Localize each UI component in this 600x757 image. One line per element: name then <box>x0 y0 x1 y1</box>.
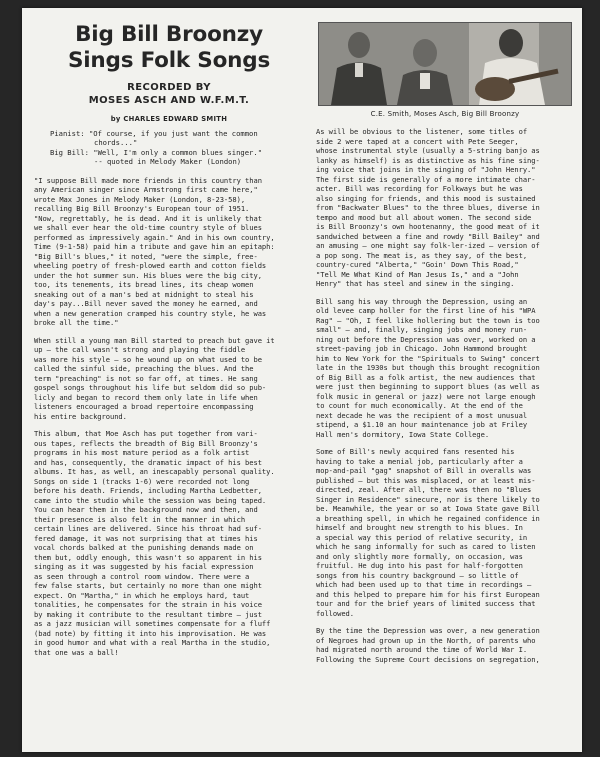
epigraph-line-3: Big Bill: "Well, I'm only a common blues singer." <box>50 147 263 157</box>
epigraph <box>34 129 304 167</box>
author-byline: by CHARLES EDWARD SMITH <box>110 115 228 123</box>
paragraph: As will be obvious to the listener, some titles of side 2 were taped at a concert with Pete Seeger, whose instrumental style (usually a 5-string banjo as lanky as himself) is as distinctive as his fine sing- ing voice that joins in the singing of "John Henry." The first side is generally of a more intimate char- acter. Bill was recording for Folkways but he was also singing for friends, and this mood is sustained from "Backwater Blues" to the three blues, diverse in tempo and mood but all about women. The second side is Bill Broonzy's own hootenanny, the good meat of it sandwiched between a fine and rowdy "Bill Bailey" and an amusing — one might say folk-ler-ized — version of a pop song. The meat is, as they say, of the best, country-cured "Alberta," "Goin' Down This Road," "Tell Me What Kind of Man Jesus Is," and a "John Henry" that has steel and sinew in the singing. <box>316 127 540 288</box>
paragraph: Some of Bill's newly acquired fans resented his having to take a menial job, particularly after a mop-and-pail "gag" snapshot of Bill in overalls was published — but this was misplaced, or at least mis- directed, zeal. After all, there was then no "Blues Singer in Residence" sinecure, nor is there likely to be. Meanwhile, the year or so at Iowa State gave Bill a breathing spell, in which he regained confidence in himself and brought new strength to his blues. In a special way this period of relative security, in which he sang informally for such as cared to listen and only slightly more formally, on occasion, was fruitful. He dug into his past for half-forgotten songs from his country background — so little of which had been used up to that time in recordings — and this helped to prepare him for his first European tour and for the brief years of limited success that followed. <box>316 447 540 618</box>
epigraph-line-1: Pianist: "Of course, if you just want the common <box>50 129 258 138</box>
epigraph-line-4: -- quoted in Melody Maker (London) <box>94 157 242 167</box>
liner-notes-page <box>22 8 582 752</box>
recorded-line-2: MOSES ASCH AND W.F.M.T. <box>88 94 250 106</box>
right-column <box>316 22 574 664</box>
epigraph-line-2: chords..." <box>94 138 138 148</box>
paragraph: By the time the Depression was over, a new generation of Negroes had grown up in the North, of parents who had migrated north around the time of World War I. Following the Supreme Court decisions on segregation, <box>316 626 540 664</box>
recorded-by <box>34 82 304 107</box>
photo-caption: C.E. Smith, Moses Asch, Big Bill Broonzy <box>370 110 520 118</box>
recorded-line-1: RECORDED BY <box>127 82 211 93</box>
title-line-1: Big Bill Broonzy <box>75 22 263 47</box>
paragraph: When still a young man Bill started to preach but gave it up — the call wasn't strong and playing the fiddle was more his style — so he wound up on what used to be called the sinful side, preaching the blues. And the term "preaching" is not so far off, at times. He sang gospel songs throughout his life but seldom did so pub- licly and began to record them only late in life when listeners encouraged a broad repertoire encompassing his entire background. <box>34 335 275 421</box>
left-column <box>34 22 304 657</box>
paragraph: "I suppose Bill made more friends in this country than any American singer since Armstrong first came here," wrote Max Jones in Melody Maker (London, 8-23-58), recalling Big Bill Broonzy's European tour of 1951. "Now, regrettably, he is dead. And it is unlikely that we shall ever hear the old-time country style of blues performed as impressively again." And in his own country, Time (9-1-58) paid him a tribute and gave him an epitaph: "Big Bill's blues," it noted, "were the simple, free- wheeling poetry of fresh-plowed earth and cotton fields under the hot summer sun. His blues were the big city, too, its tenements, its bread lines, its cheap women sneaking out of a man's bed at midnight to steal his day's pay...Bill never saved the money he earned, and when a new generation cramped his country style, he was broke all the time." <box>34 175 275 328</box>
title-line-2: Sings Folk Songs <box>67 48 271 73</box>
paragraph: Bill sang his way through the Depression, using an old levee camp holler for the first line of his "WPA Rag" — "Oh, I feel like hollering but the town is too small" — and, finally, singing jobs and money run- ning out before the Depression was over, worked on a street-paving job in Chicago. John Hammond brought him to New York for the "Spirituals to Swing" concert late in the 1930s but though this brought recognition of Big Bill as a folk artist, the new audiences that were just then beginning to support blues (as well as folk music in general or jazz) were not large enough to count for much economically. At the end of the next decade he was the recipient of a most unusual stipend, a $1.10 an hour maintenance job at Friley Hall men's dormitory, Iowa State College. <box>316 296 540 439</box>
group-photo <box>318 22 572 106</box>
paragraph: This album, that Moe Asch has put together from vari- ous tapes, reflects the breadth of Big Bill Broonzy's programs in his most mature period as a folk artist and has, consequently, the dramatic impact of his best albums. It has, as well, an inescapably personal quality. Songs on side 1 (tracks 1-6) were recorded not long before his death. Friends, including Martha Ledbetter, came into the studio while the session was being taped. You can hear them in the background now and then, and their presence is also felt in the manner in which certain lines are delivered. Since his throat had suf- fered damage, it was not surprising that at times his vocal chords balked at the punishing demands made on them but, oddly enough, this wasn't so apparent in his singing as it was suggested by his facial expression as seen through a control room window. There were a few false starts, but certainly no more than one might expect. On "Martha," in which he employs hard, taut tonalities, he compensates for the strain in his voice by making it contribute to the resultant timbre — just as a jazz musician will sometimes compensate for a fluff (bad note) by fitting it into his improvisation. He was in good humor and what with a real Martha in the studio, that one was a ball! <box>34 429 275 657</box>
page-title <box>34 22 304 74</box>
photo-illustration <box>319 23 571 105</box>
